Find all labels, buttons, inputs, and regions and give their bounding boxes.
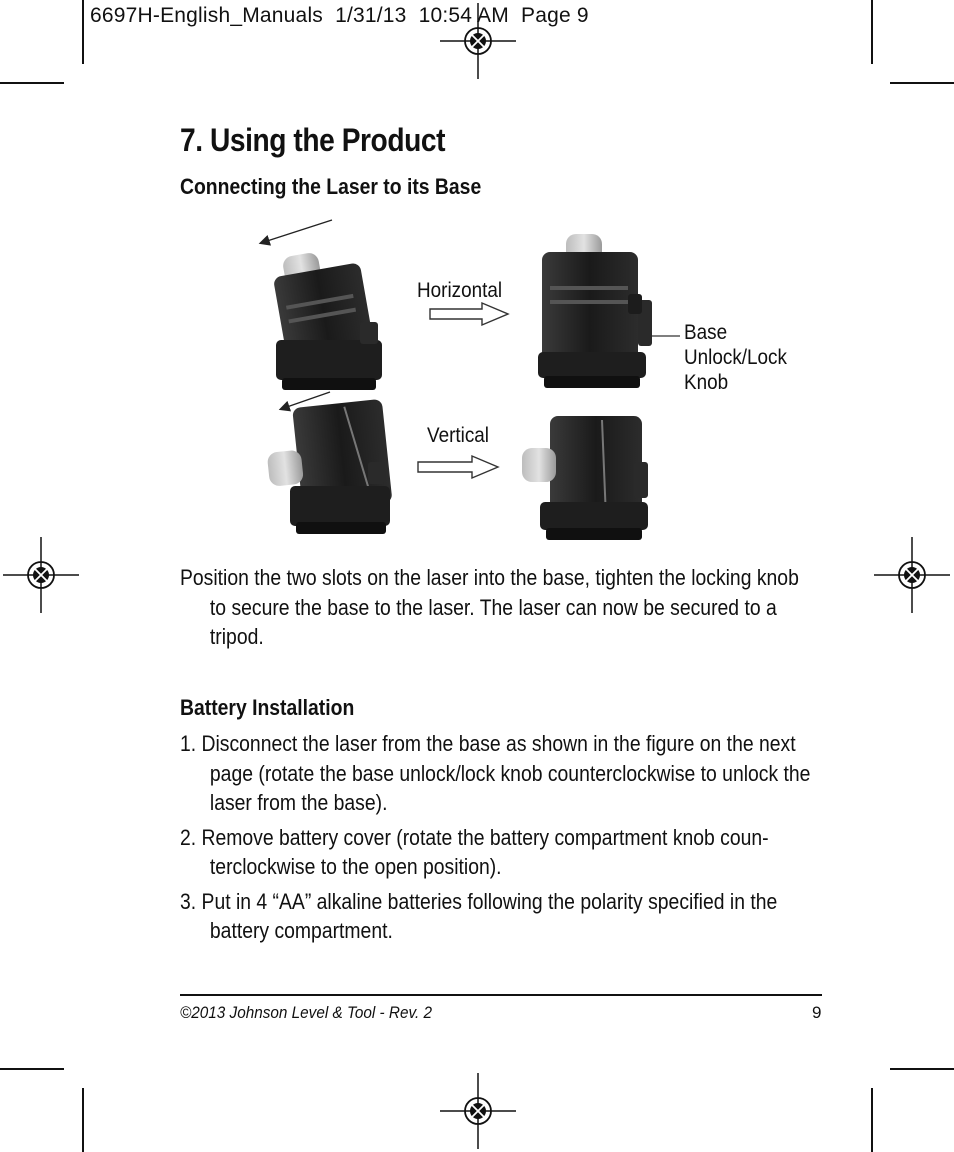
crop-mark-bottom-right-vertical [871,1088,873,1152]
vertical-label: Vertical [427,424,489,447]
connecting-paragraph: Position the two slots on the laser into the base, tighten the locking knob to secure the base to the laser. The laser can now be secured to a tripod. [180,565,799,649]
laser-horizontal-after [538,234,680,388]
laser-horizontal-before [264,220,382,390]
registration-mark-right-icon [874,537,950,613]
knob-callout-line-2: Unlock/Lock [684,346,787,369]
knob-callout [684,320,787,395]
footer-copyright: ©2013 Johnson Level & Tool - Rev. 2 [180,1003,432,1022]
crop-mark-bottom-left-vertical [82,1088,84,1152]
section-title: 7. Using the Product [180,122,446,158]
knob-callout-line-1: Base [684,321,728,344]
battery-step-3: 3. Put in 4 “AA” alkaline batteries following the polarity specified in the battery compartment. [180,888,778,943]
horizontal-label: Horizontal [417,279,503,302]
battery-steps-list [180,729,814,946]
crop-mark-top-right-horizontal [890,82,954,84]
battery-heading: Battery Installation [180,695,355,720]
laser-vertical-before [262,392,392,534]
crop-mark-bottom-left-horizontal [0,1068,64,1070]
connecting-instructions [180,563,814,652]
laser-base-connection-figure [250,212,810,557]
registration-mark-left-icon [3,537,79,613]
connecting-heading: Connecting the Laser to its Base [180,174,482,199]
crop-mark-top-left-vertical [82,0,84,64]
knob-callout-line-3: Knob [684,371,729,394]
crop-mark-top-left-horizontal [0,82,64,84]
laser-vertical-after [522,416,648,540]
page-number: 9 [812,1003,822,1022]
print-slug-line: 6697H-English_Manuals 1/31/13 10:54 AM Page 9 [90,4,589,27]
registration-mark-top-icon [440,3,516,79]
horizontal-arrow-icon [430,303,508,325]
registration-mark-bottom-icon [440,1073,516,1149]
crop-mark-top-right-vertical [871,0,873,64]
battery-step-2: 2. Remove battery cover (rotate the battery compartment knob coun-terclockwise to the open position). [180,824,769,879]
vertical-arrow-icon [418,456,498,478]
battery-step-1: 1. Disconnect the laser from the base as shown in the figure on the next page (rotate the base unlock/lock knob counterclockwise to unlock the laser from the base). [180,731,811,815]
crop-mark-bottom-right-horizontal [890,1068,954,1070]
footer-rule [180,994,822,996]
